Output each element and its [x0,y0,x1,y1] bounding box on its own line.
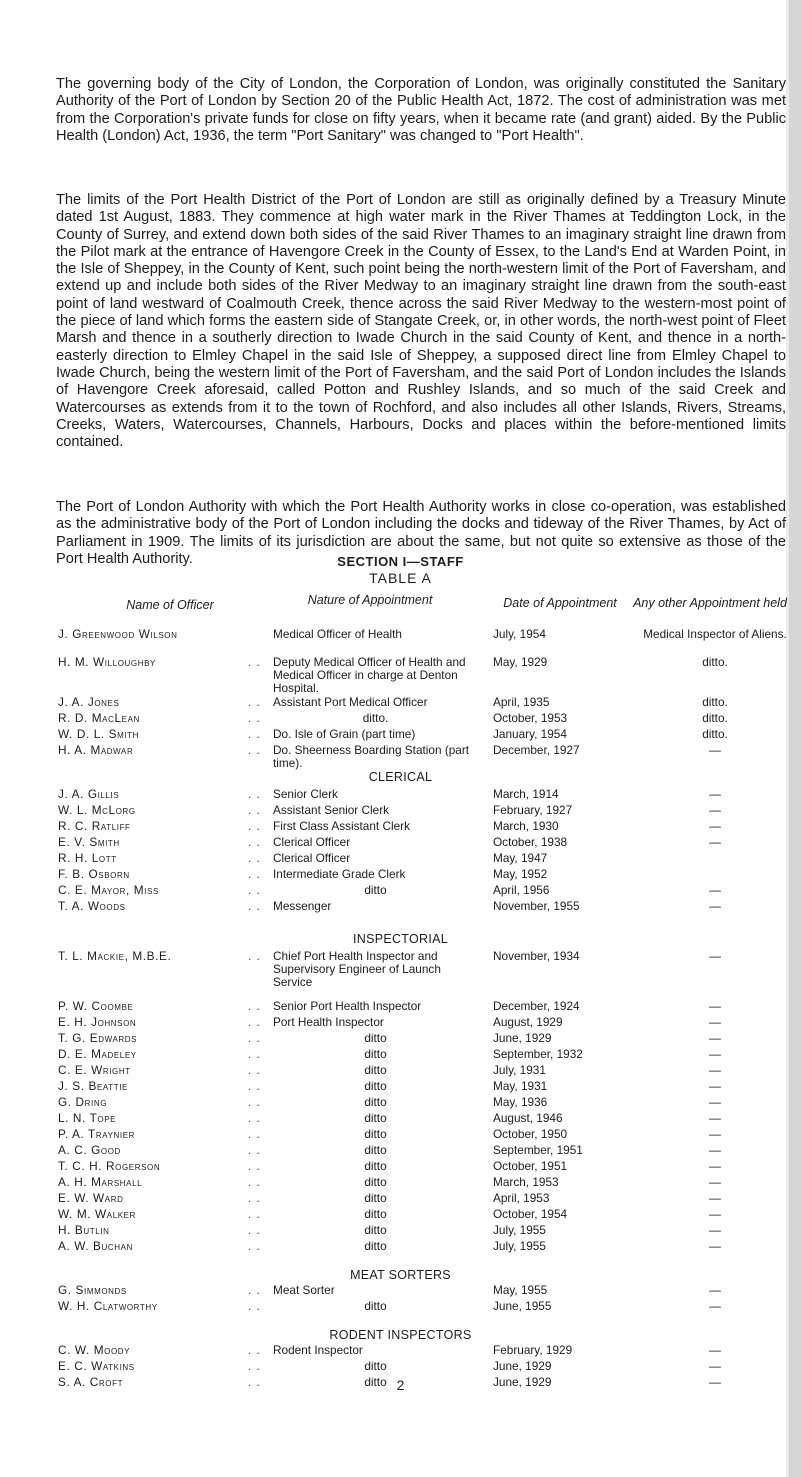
leader-dots: . . [248,1079,261,1093]
appointment-date: February, 1927 [493,803,573,817]
leader-dots: . . [248,1283,261,1297]
other-appointment: — [709,1111,721,1125]
appointment-date: July, 1955 [493,1239,546,1253]
appointment-nature: ditto [364,1031,387,1045]
officer-name: W. L. McLorg [58,803,136,817]
other-appointment: — [709,803,721,817]
appointment-nature: ditto [364,1375,387,1389]
table-row [0,1224,801,1240]
officer-name: H. M. Willoughby [58,655,156,669]
leader-dots: . . [248,695,261,709]
other-appointment: — [709,1359,721,1373]
appointment-date: May, 1929 [493,655,548,669]
other-appointment: ditto. [702,695,728,709]
officer-name: T. L. Mackie, M.B.E. [58,949,172,963]
leader-dots: . . [248,949,261,963]
appointment-date: May, 1931 [493,1079,548,1093]
appointment-date: October, 1954 [493,1207,568,1221]
table-row [0,820,801,836]
other-appointment: ditto. [702,711,728,725]
other-appointment: — [709,1223,721,1237]
leader-dots: . . [248,727,261,741]
leader-dots: . . [248,999,261,1013]
appointment-nature: ditto [364,1159,387,1173]
officer-name: E. H. Johnson [58,1015,137,1029]
leader-dots: . . [248,1063,261,1077]
appointment-date: December, 1924 [493,999,580,1013]
appointment-date: May, 1947 [493,851,548,865]
other-appointment: — [709,949,721,963]
paragraph-port-authority: The Port of London Authority with which the Port Health Authority works in close co-operation, was established as the administrative body of the Port of London including the docks and tideway of the River Thames, by Act of Parliament in 1909. The limits of its jurisdiction are about the same, but not quite so extensive as those of the Port Health Authority. [56,499,786,567]
officer-name: G. Dring [58,1095,108,1109]
other-appointment: — [709,1159,721,1173]
officer-name: R. C. Ratliff [58,819,131,833]
officer-name: C. W. Moody [58,1343,131,1357]
appointment-date: April, 1953 [493,1191,550,1205]
leader-dots: . . [248,851,261,865]
other-appointment: — [709,1143,721,1157]
appointment-nature: ditto [364,1299,387,1313]
other-appointment: — [709,999,721,1013]
appointment-nature: ditto [364,1047,387,1061]
appointment-date: February, 1929 [493,1343,573,1357]
appointment-nature: ditto [364,1175,387,1189]
other-appointment: — [709,819,721,833]
table-row [0,884,801,900]
leader-dots: . . [248,883,261,897]
table-row [0,1080,801,1096]
appointment-nature: ditto [364,1095,387,1109]
table-row [0,1144,801,1160]
leader-dots: . . [248,1375,261,1389]
appointment-date: May, 1955 [493,1283,548,1297]
other-appointment: — [709,1191,721,1205]
appointment-nature: Do. Sheerness Boarding Station (part time). [273,743,470,770]
other-appointment: — [709,1015,721,1029]
appointment-date: July, 1931 [493,1063,546,1077]
officer-name: T. C. H. Rogerson [58,1159,161,1173]
appointment-nature: ditto [364,1239,387,1253]
appointment-date: January, 1954 [493,727,567,741]
column-header-date: Date of Appointment [503,596,617,610]
other-appointment: — [709,883,721,897]
table-row [0,712,801,728]
leader-dots: . . [248,1159,261,1173]
table-row [0,696,801,712]
table-row [0,628,801,644]
appointment-nature: ditto [364,1079,387,1093]
other-appointment: — [709,1175,721,1189]
appointment-nature: Chief Port Health Inspector and Supervisory Engineer of Launch Service [273,949,441,989]
column-header-other: Any other Appointment held [633,596,787,610]
officer-name: A. C. Good [58,1143,121,1157]
officer-name: P. W. Coombe [58,999,134,1013]
other-appointment: — [709,1063,721,1077]
paragraph-district-limits: The limits of the Port Health District of the Port of London are still as originally defined by a Treasury Minute dated 1st August, 1883. They commence at high water mark in the River Thames at Teddington Lock, in the County of Surrey, and extend down both sides of the said River Thames to an imaginary straight line drawn from the Pilot mark at the entrance of Havengore Creek in the County of Essex, to the Land's End at Warden Point, in the Isle of Sheppey, in the County of Kent, such point being the north-western limit of the Port of Faversham, and extend up and include both sides of the River Medway to an imaginary straight line drawn from the south-east point of land westward of Coalmouth Creek, thence across the said River Medway to the western-most point of the piece of land which forms the eastern side of Stangate Creek, or, in other words, the north-west point of Fleet Marsh and thence in a southerly direction to Iwade Church in the said County of Kent, and thence in a north-easterly direction to Elmley Chapel in the said Isle of Sheppey, a supposed direct line from Elmley Chapel to Iwade Church, being the western limit of the Port of Faversham, and the said Port of London includes the Islands of Havengore Creek aforesaid, called Potton and Rushley Islands, and so much of the said Creek and Watercourses as extends from it to the town of Rochford, and also includes all other Islands, Rivers, Streams, Creeks, Waters, Watercourses, Channels, Harbours, Docks and places within the before-mentioned limits contained. [56,192,786,451]
appointment-date: October, 1950 [493,1127,568,1141]
table-row [0,1344,801,1360]
officer-name: R. H. Lott [58,851,117,865]
appointment-nature: Clerical Officer [273,835,351,849]
officer-name: S. A. Croft [58,1375,124,1389]
leader-dots: . . [248,867,261,881]
appointment-date: June, 1929 [493,1359,552,1373]
appointment-date: March, 1930 [493,819,559,833]
appointment-nature: Senior Clerk [273,787,338,801]
officer-name: J. A. Gillis [58,787,120,801]
leader-dots: . . [248,835,261,849]
table-row [0,1284,801,1300]
appointment-nature: Do. Isle of Grain (part time) [273,727,416,741]
appointment-date: October, 1953 [493,711,568,725]
appointment-date: June, 1929 [493,1375,552,1389]
officer-name: D. E. Madeley [58,1047,137,1061]
table-row [0,1176,801,1192]
other-appointment: — [709,1299,721,1313]
leader-dots: . . [248,787,261,801]
appointment-date: June, 1955 [493,1299,552,1313]
appointment-date: December, 1927 [493,743,580,757]
other-appointment: — [709,1207,721,1221]
appointment-date: November, 1934 [493,949,580,963]
table-row [0,836,801,852]
leader-dots: . . [248,1359,261,1373]
section-title: SECTION I—STAFF [337,554,464,569]
table-row [0,949,801,989]
table-row [0,1032,801,1048]
appointment-date: July, 1954 [493,627,546,641]
leader-dots: . . [248,1343,261,1357]
officer-name: G. Simmonds [58,1283,127,1297]
appointment-nature: Rodent Inspector [273,1343,363,1357]
other-appointment: — [709,1047,721,1061]
table-row [0,1096,801,1112]
appointment-nature: ditto [364,1223,387,1237]
table-row [0,1160,801,1176]
other-appointment: — [709,899,721,913]
appointment-nature: Intermediate Grade Clerk [273,867,406,881]
appointment-nature: ditto [364,1127,387,1141]
appointment-date: March, 1914 [493,787,559,801]
section-heading: CLERICAL [368,770,433,784]
other-appointment: — [709,1095,721,1109]
officer-name: R. D. MacLean [58,711,140,725]
officer-name: E. V. Smith [58,835,120,849]
leader-dots: . . [248,819,261,833]
appointment-nature: Assistant Senior Clerk [273,803,390,817]
appointment-date: May, 1936 [493,1095,548,1109]
officer-name: W. D. L. Smith [58,727,140,741]
other-appointment: — [709,1375,721,1389]
officer-name: J. Greenwood Wilson [58,627,178,641]
appointment-nature: ditto [364,1359,387,1373]
table-row [0,655,801,695]
officer-name: A. H. Marshall [58,1175,143,1189]
appointment-nature: Meat Sorter [273,1283,335,1297]
officer-name: J. S. Beattie [58,1079,128,1093]
leader-dots: . . [248,1015,261,1029]
other-appointment: — [709,1079,721,1093]
appointment-nature: ditto [364,883,387,897]
appointment-date: March, 1953 [493,1175,559,1189]
leader-dots: . . [248,1175,261,1189]
officer-name: T. G. Edwards [58,1031,138,1045]
officer-name: H. A. Madwar [58,743,134,757]
appointment-nature: Senior Port Health Inspector [273,999,422,1013]
appointment-date: July, 1955 [493,1223,546,1237]
leader-dots: . . [248,743,261,757]
table-row [0,1300,801,1316]
table-row [0,743,801,770]
column-header-name: Name of Officer [126,598,214,612]
other-appointment: — [709,835,721,849]
officer-name: H. Butlin [58,1223,110,1237]
officer-name: W. M. Walker [58,1207,136,1221]
appointment-date: October, 1951 [493,1159,568,1173]
officer-name: C. E. Wright [58,1063,131,1077]
table-row [0,852,801,868]
appointment-nature: Messenger [273,899,332,913]
officer-name: W. H. Clatworthy [58,1299,158,1313]
appointment-nature: Assistant Port Medical Officer [273,695,428,709]
appointment-date: June, 1929 [493,1031,552,1045]
table-row [0,1240,801,1256]
table-row [0,1112,801,1128]
appointment-date: August, 1929 [493,1015,563,1029]
table-row [0,788,801,804]
other-appointment: — [709,1283,721,1297]
officer-name: C. E. Mayor, Miss [58,883,159,897]
officer-name: F. B. Osborn [58,867,130,881]
leader-dots: . . [248,1111,261,1125]
leader-dots: . . [248,1207,261,1221]
table-row [0,1048,801,1064]
officer-name: E. C. Watkins [58,1359,135,1373]
other-appointment: — [709,1127,721,1141]
section-heading: MEAT SORTERS [350,1268,451,1282]
leader-dots: . . [248,711,261,725]
leader-dots: . . [248,1031,261,1045]
appointment-date: September, 1932 [493,1047,583,1061]
appointment-nature: ditto [364,1207,387,1221]
table-row [0,900,801,916]
officer-name: A. W. Buchan [58,1239,133,1253]
other-appointment: ditto. [702,727,728,741]
appointment-nature: Clerical Officer [273,851,351,865]
appointment-date: May, 1952 [493,867,548,881]
other-appointment: — [709,743,721,757]
appointment-date: August, 1946 [493,1111,563,1125]
appointment-nature: Port Health Inspector [273,1015,384,1029]
leader-dots: . . [248,1127,261,1141]
other-appointment: Medical Inspector of Aliens. [643,627,787,641]
appointment-nature: First Class Assistant Clerk [273,819,411,833]
officer-name: P. A. Traynier [58,1127,136,1141]
table-row [0,1016,801,1032]
appointment-nature: ditto [364,1191,387,1205]
appointment-nature: ditto [364,1111,387,1125]
section-heading: RODENT INSPECTORS [329,1328,472,1342]
leader-dots: . . [248,1239,261,1253]
appointment-date: April, 1935 [493,695,550,709]
table-row [0,868,801,884]
appointment-nature: Deputy Medical Officer of Health and Medical Officer in charge at Denton Hospital. [273,655,466,695]
leader-dots: . . [248,899,261,913]
leader-dots: . . [248,1223,261,1237]
leader-dots: . . [248,1095,261,1109]
appointment-date: October, 1938 [493,835,568,849]
appointment-nature: ditto [364,1063,387,1077]
leader-dots: . . [248,1191,261,1205]
table-row [0,1128,801,1144]
table-row [0,1360,801,1376]
table-row [0,728,801,744]
officer-name: J. A. Jones [58,695,120,709]
officer-name: T. A. Woods [58,899,126,913]
table-row [0,1000,801,1016]
leader-dots: . . [248,1047,261,1061]
appointment-nature: ditto. [362,711,389,725]
other-appointment: — [709,1343,721,1357]
officer-name: L. N. Tope [58,1111,117,1125]
appointment-date: September, 1951 [493,1143,583,1157]
table-row [0,1208,801,1224]
appointment-date: April, 1956 [493,883,550,897]
paragraph-governing-body: The governing body of the City of London, the Corporation of London, was originally constituted the Sanitary Authority of the Port of London by Section 20 of the Public Health Act, 1872. The cost of administration was met from the Corporation's private funds for close on fifty years, when it became rate (and grant) aided. By the Public Health (London) Act, 1936, the term "Port Sanitary" was changed to "Port Health". [56,76,786,144]
page-number: 2 [396,1377,405,1393]
table-row [0,1064,801,1080]
table-row [0,1192,801,1208]
appointment-date: November, 1955 [493,899,580,913]
appointment-nature: Medical Officer of Health [273,627,402,641]
other-appointment: — [709,1031,721,1045]
appointment-nature: ditto [364,1143,387,1157]
table-title: TABLE A [369,570,432,586]
other-appointment: — [709,787,721,801]
column-header-nature: Nature of Appointment [307,593,433,607]
leader-dots: . . [248,1299,261,1313]
other-appointment: — [709,1239,721,1253]
leader-dots: . . [248,1143,261,1157]
leader-dots: . . [248,655,261,669]
other-appointment: ditto. [702,655,728,669]
leader-dots: . . [248,803,261,817]
table-row [0,804,801,820]
officer-name: E. W. Ward [58,1191,124,1205]
section-heading: INSPECTORIAL [352,932,449,946]
